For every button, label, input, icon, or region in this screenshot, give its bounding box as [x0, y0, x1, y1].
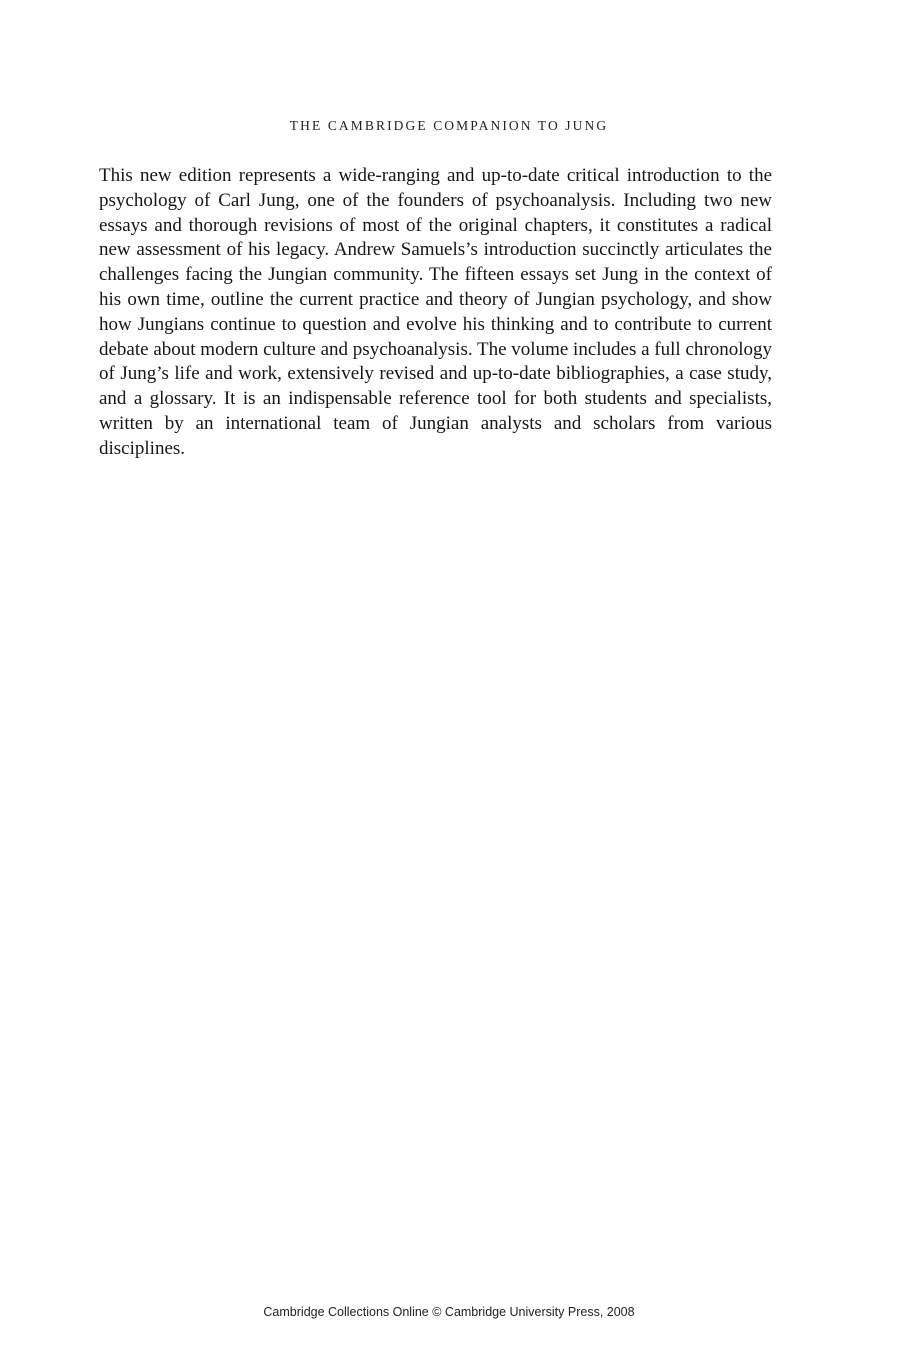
page-title: THE CAMBRIDGE COMPANION TO JUNG	[289, 118, 609, 133]
book-description: This new edition represents a wide-ranging and up-to-date critical introduction to the psychology of Carl Jung, one of the founders of psychoanalysis. Including two new essays and thorough revisions of most of the original chapters, it constitutes a radical new assessment of his legacy. Andrew Samuels’s introduction succinctly articulates the challenges facing the Jungian community. The fifteen essays set Jung in the context of his own time, outline the current practice and theory of Jungian psychology, and show how Jungians continue to question and evolve his thinking and to contribute to current debate about modern culture and psychoanalysis. The volume includes a full chronology of Jung’s life and work, extensively revised and up-to-date bibliographies, a case study, and a glossary. It is an indispensable reference tool for both students and specialists, written by an international team of Jungian analysts and scholars from various disciplines.	[99, 165, 772, 459]
copyright-footer: Cambridge Collections Online © Cambridge University Press, 2008	[263, 1305, 635, 1319]
